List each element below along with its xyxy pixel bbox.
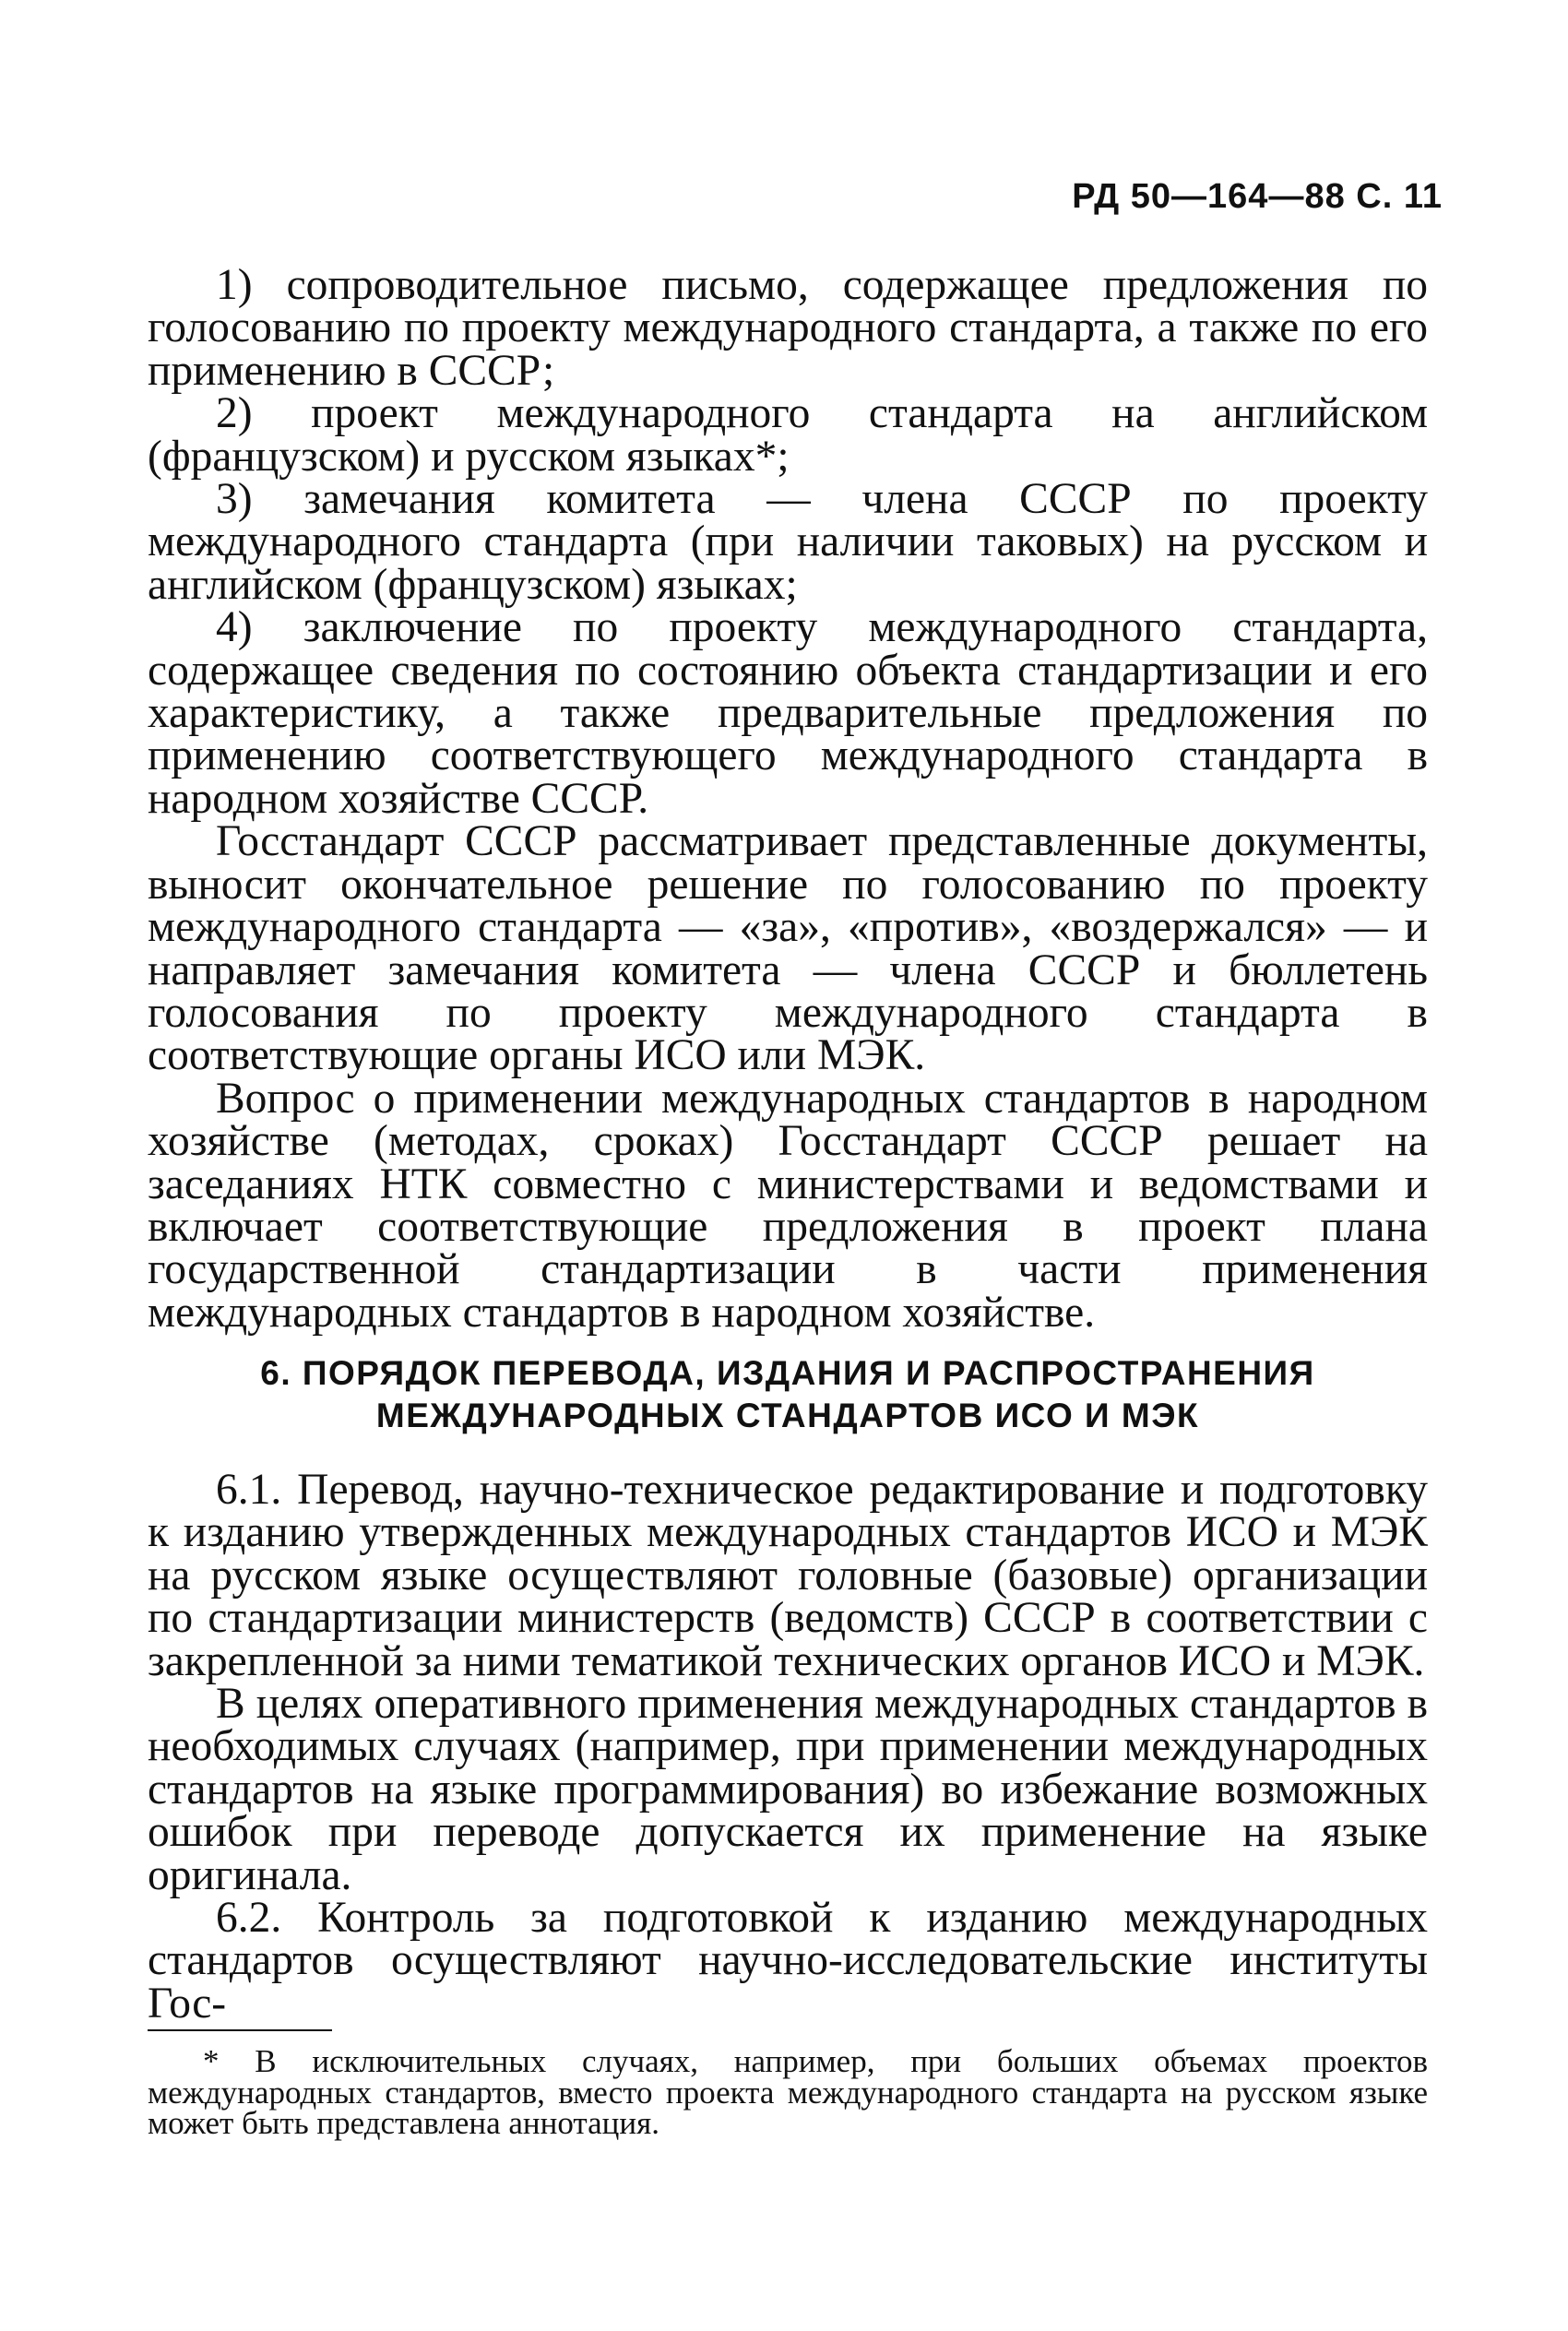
section-6-heading-line2: МЕЖДУНАРОДНЫХ СТАНДАРТОВ ИСО И МЭК [375,1397,1200,1434]
paragraph-6-1: 6.1. Перевод, научно-техническое редактирование и подготовку к изданию утвержденных международных стандартов ИСО и МЭК на русском языке осуществляют головные (базовые) организации по стандартизации министерств (ведомств) СССР в соответствии с закрепленной за ними тематикой технических органов ИСО и МЭК. [148,1466,1428,1685]
paragraph-gosstandart-review: Госстандарт СССР рассматривает представленные документы, выносит окончательное решение по голосованию по проекту международного стандарта — «за», «против», «воздержался» — и направляет замечания комитета — члена СССР и бюллетень голосования по проекту международного стандарта в соответствующие органы ИСО или МЭК. [148,817,1428,1080]
footnote [148,2043,1428,2141]
list-item-conclusion: 4) заключение по проекту международного стандарта, содержащее сведения по состоянию объекта стандартизации и его характеристику, а также предварительные предложения по применению соответствующего международного стандарта в народном хозяйстве СССР. [148,603,1428,823]
running-header: РД 50—164—88 С. 11 [1072,177,1443,216]
section-6-body [148,1466,1428,2028]
footnote-divider [148,2029,332,2031]
footnote-text: * В исключительных случаях, например, при больших объемах проектов международных стандартов, вместо проекта международного стандарта на русском языке может быть представлена аннотация. [148,2043,1428,2141]
paragraph-original-language: В целях оперативного применения международных стандартов в необходимых случаях (например, при применении международных стандартов на языке программирования) во избежание возможных ошибок при переводе допускается их применение на языке оригинала. [148,1680,1428,1899]
paragraph-application-question: Вопрос о применении международных стандартов в народном хозяйстве (методах, сроках) Госстандарт СССР решает на заседаниях НТК совместно с министерствами и ведомствами и включает соответствующие предложения в проект плана государственной стандартизации в части применения международных стандартов в народном хозяйстве. [148,1074,1428,1337]
paragraph-6-2: 6.2. Контроль за подготовкой к изданию международных стандартов осуществляют научно-исследовательские институты Гос- [148,1894,1428,2028]
list-item-cover-letter: 1) сопроводительное письмо, содержащее предложения по голосованию по проекту международного стандарта, а также по его применению в СССР; [148,261,1428,395]
section5-continuation [148,261,1428,1337]
list-item-committee-remarks: 3) замечания комитета — члена СССР по проекту международного стандарта (при наличии таковых) на русском и английском (французском) языках; [148,475,1428,609]
section-6-heading-line1: 6. ПОРЯДОК ПЕРЕВОДА, ИЗДАНИЯ И РАСПРОСТРАНЕНИЯ [260,1354,1315,1392]
list-item-draft-standard: 2) проект международного стандарта на английском (французском) и русском языках*; [148,389,1428,481]
section-6-heading [148,1352,1428,1437]
